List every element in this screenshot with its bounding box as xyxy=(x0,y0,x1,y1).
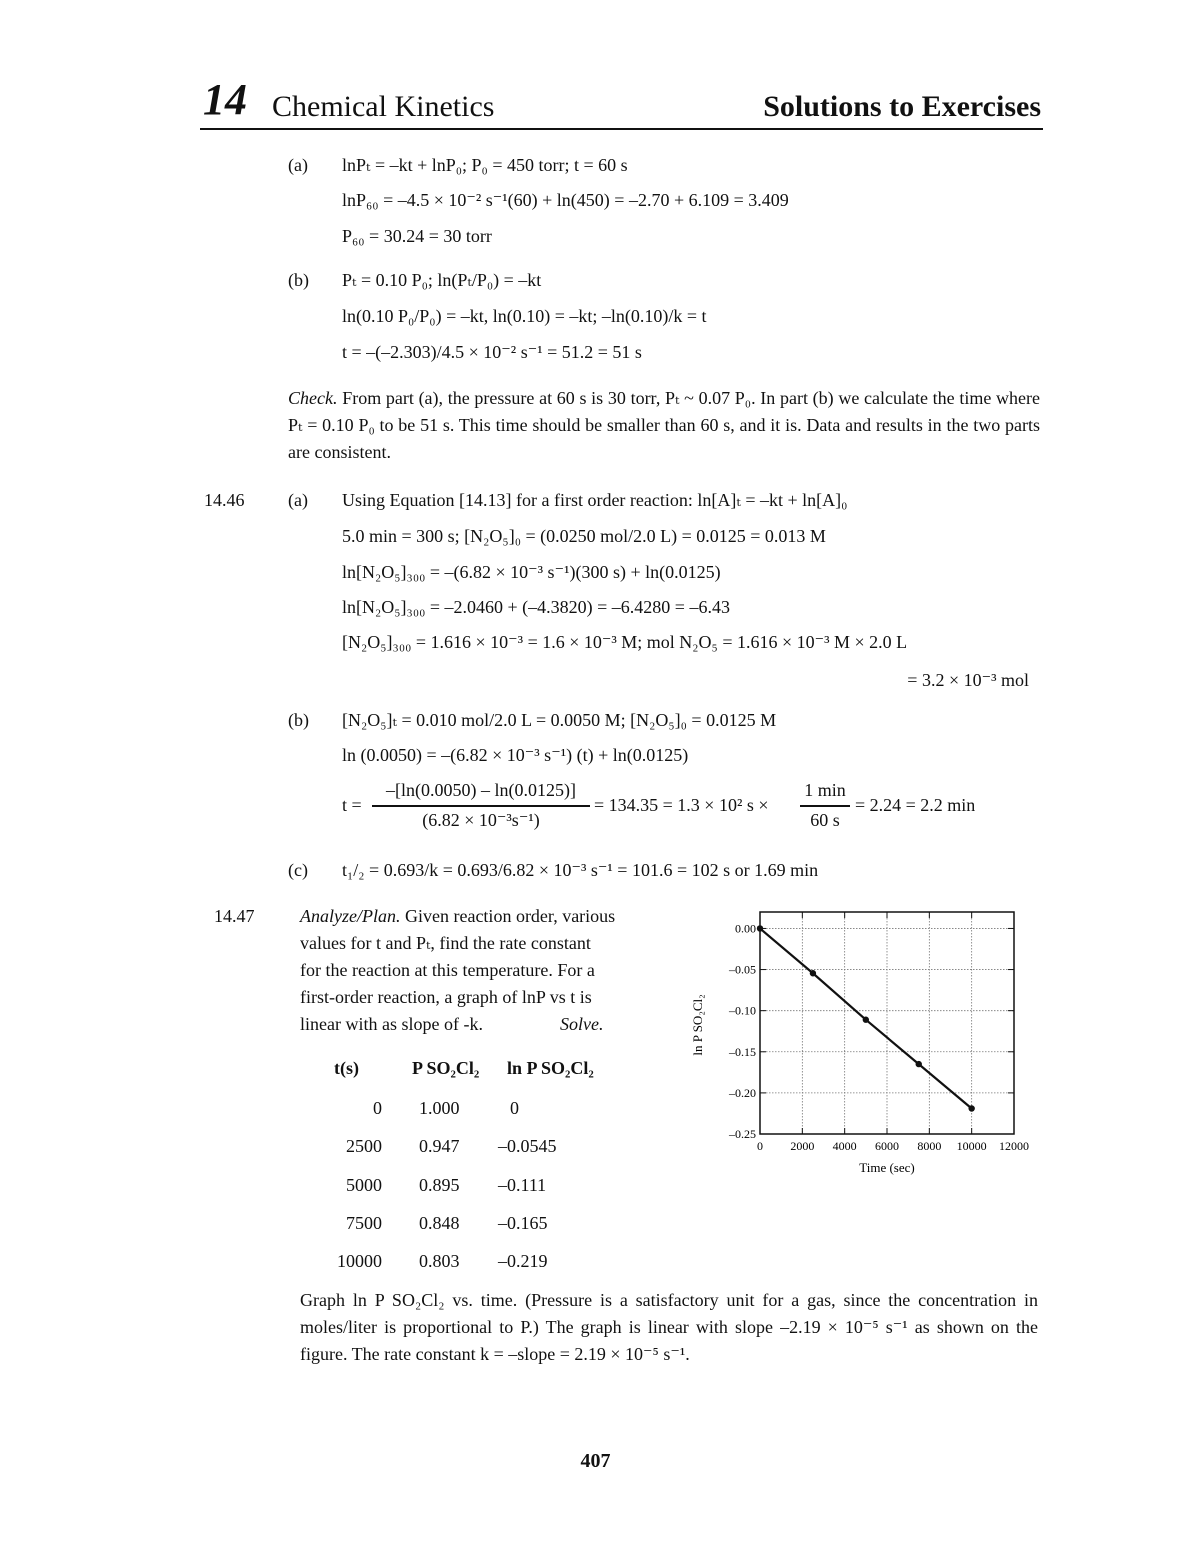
ex1447-analyze-line: linear with as slope of -k. xyxy=(300,1014,483,1034)
prev-b-line: t = –(–2.303)/4.5 × 10⁻² s⁻¹ = 51.2 = 51 s xyxy=(342,342,642,362)
analyze-label: Analyze/Plan. xyxy=(300,906,401,926)
prev-part-a-label: (a) xyxy=(288,155,308,175)
chapter-number: 14 xyxy=(203,75,247,124)
page-number: 407 xyxy=(580,1450,611,1472)
table-cell: 0.947 xyxy=(419,1136,460,1156)
table-cell: –0.165 xyxy=(498,1213,548,1233)
check-label: Check. xyxy=(288,388,338,408)
table-header-time: t(s) xyxy=(334,1058,359,1078)
x-tick-label: 12000 xyxy=(999,1139,1029,1153)
conclusion-paragraph: Graph ln P SO₂Cl₂ vs. time. (Pressure is a satisfactory unit for a gas, since the concentration in moles/liter is proportional to P.) The graph is linear with slope –2.19 × 10⁻⁵ s⁻¹ as shown on the figure. The rate constant k = –slope = 2.19 × 10⁻⁵ s⁻¹. xyxy=(300,1290,1038,1364)
ex1447-analyze-line: first-order reaction, a graph of lnP vs t is xyxy=(300,987,592,1007)
fraction-2-numerator: 1 min xyxy=(804,780,846,800)
table-cell: 5000 xyxy=(346,1175,382,1195)
y-tick-label: –0.20 xyxy=(729,1085,756,1100)
exercise-number-14-47: 14.47 xyxy=(214,906,255,926)
ex1446-a-line: 5.0 min = 300 s; [N₂O₅]₀ = (0.0250 mol/2.0 L) = 0.0125 = 0.013 M xyxy=(342,526,826,546)
data-point xyxy=(916,1061,922,1067)
check-text: From part (a), the pressure at 60 s is 30 torr, Pₜ ~ 0.07 P₀. In part (b) we calculate the time where Pₜ = 0.10 P₀ to be 51 s. This time should be smaller than 60 s, and it is. Data and results in the two parts are consistent. xyxy=(288,388,1040,462)
ex1446-b-end: = 2.24 = 2.2 min xyxy=(855,795,976,815)
header-rule xyxy=(200,128,1043,130)
prev-b-line: ln(0.10 P₀/P₀) = –kt, ln(0.10) = –kt; –ln(0.10)/k = t xyxy=(342,306,707,326)
prev-b-line: Pₜ = 0.10 P₀; ln(Pₜ/P₀) = –kt xyxy=(342,270,542,290)
table-cell: 2500 xyxy=(346,1136,382,1156)
ex1446-a-line: ln[N₂O₅]₃₀₀ = –(6.82 × 10⁻³ s⁻¹)(300 s) + ln(0.0125) xyxy=(342,562,721,582)
ex1446-b-middle: = 134.35 = 1.3 × 10² s × xyxy=(594,795,769,815)
table-cell: –0.219 xyxy=(498,1251,548,1271)
table-cell: 0 xyxy=(373,1098,382,1118)
x-tick-label: 2000 xyxy=(790,1139,815,1153)
data-point xyxy=(863,1017,869,1023)
table-header-pressure: P SO₂Cl₂ xyxy=(412,1058,480,1078)
data-point xyxy=(968,1105,974,1111)
y-tick-label: –0.15 xyxy=(729,1044,756,1059)
fraction-2-denominator: 60 s xyxy=(810,810,840,830)
prev-a-line: lnP₆₀ = –4.5 × 10⁻² s⁻¹(60) + ln(450) = –2.70 + 6.109 = 3.409 xyxy=(342,190,789,210)
ex1446-c-line: t₁/₂ = 0.693/k = 0.693/6.82 × 10⁻³ s⁻¹ = 101.6 = 102 s or 1.69 min xyxy=(342,860,819,880)
x-axis-label: Time (sec) xyxy=(859,1160,915,1175)
ln-pressure-vs-time-chart xyxy=(670,900,1040,1190)
ex1446-b-t-equals: t = xyxy=(342,795,362,815)
y-axis-label: ln P SO₂Cl₂ xyxy=(690,994,705,1056)
table-cell: –0.0545 xyxy=(498,1136,557,1156)
ex1447-analyze-line xyxy=(300,906,615,927)
analyze-text: Given reaction order, various xyxy=(404,906,616,926)
table-cell: 1.000 xyxy=(419,1098,460,1118)
table-cell: 10000 xyxy=(337,1251,382,1271)
data-point xyxy=(810,970,816,976)
y-tick-label: –0.25 xyxy=(729,1127,756,1141)
section-title: Solutions to Exercises xyxy=(763,90,1041,123)
x-tick-label: 10000 xyxy=(956,1139,987,1153)
ex1447-analyze-line: values for t and Pₜ, find the rate constant xyxy=(300,933,591,953)
x-tick-label: 8000 xyxy=(917,1139,942,1153)
fraction-1-bar xyxy=(372,805,590,807)
exercise-number-14-46: 14.46 xyxy=(204,490,245,510)
table-cell: 0.895 xyxy=(419,1175,460,1195)
ex1446-a-line: ln[N₂O₅]₃₀₀ = –2.0460 + (–4.3820) = –6.4280 = –6.43 xyxy=(342,597,730,617)
chapter-title: Chemical Kinetics xyxy=(272,90,495,123)
x-tick-label: 6000 xyxy=(875,1139,899,1153)
x-tick-label: 0 xyxy=(757,1139,763,1153)
fraction-1-denominator: (6.82 × 10⁻³s⁻¹) xyxy=(422,810,540,830)
fraction-2-bar xyxy=(800,805,850,807)
ex1446-part-b-label: (b) xyxy=(288,710,309,730)
ex1446-part-a-label: (a) xyxy=(288,490,308,510)
solve-label: Solve. xyxy=(560,1014,604,1034)
table-cell: 0.803 xyxy=(419,1251,460,1271)
check-paragraph xyxy=(288,385,1040,466)
table-cell: 7500 xyxy=(346,1213,382,1233)
ex1446-b-line: [N₂O₅]ₜ = 0.010 mol/2.0 L = 0.0050 M; [N₂O₅]₀ = 0.0125 M xyxy=(342,710,777,730)
table-header-ln-pressure: ln P SO₂Cl₂ xyxy=(507,1058,594,1078)
fraction-1-numerator: –[ln(0.0050) – ln(0.0125)] xyxy=(386,780,576,800)
y-tick-label: –0.10 xyxy=(729,1003,756,1018)
x-tick-label: 4000 xyxy=(832,1139,857,1153)
table-cell: 0 xyxy=(510,1098,519,1118)
ex1446-b-line: ln (0.0050) = –(6.82 × 10⁻³ s⁻¹) (t) + ln(0.0125) xyxy=(342,745,689,765)
table-cell: 0.848 xyxy=(419,1213,460,1233)
y-tick-label: 0.00 xyxy=(735,921,756,936)
ex1446-a-result: = 3.2 × 10⁻³ mol xyxy=(907,670,1029,690)
ex1446-part-c-label: (c) xyxy=(288,860,308,880)
ex1446-a-line: Using Equation [14.13] for a first order reaction: ln[A]ₜ = –kt + ln[A]₀ xyxy=(342,490,848,510)
prev-a-line: P₆₀ = 30.24 = 30 torr xyxy=(342,226,492,246)
prev-part-b-label: (b) xyxy=(288,270,309,290)
table-cell: –0.111 xyxy=(498,1175,547,1195)
prev-a-line: lnPₜ = –kt + lnP₀; P₀ = 450 torr; t = 60 s xyxy=(342,155,628,175)
y-tick-label: –0.05 xyxy=(729,962,756,977)
ex1446-a-line: [N₂O₅]₃₀₀ = 1.616 × 10⁻³ = 1.6 × 10⁻³ M; mol N₂O₅ = 1.616 × 10⁻³ M × 2.0 L xyxy=(342,632,908,652)
ex1447-analyze-line: for the reaction at this temperature. For a xyxy=(300,960,595,980)
